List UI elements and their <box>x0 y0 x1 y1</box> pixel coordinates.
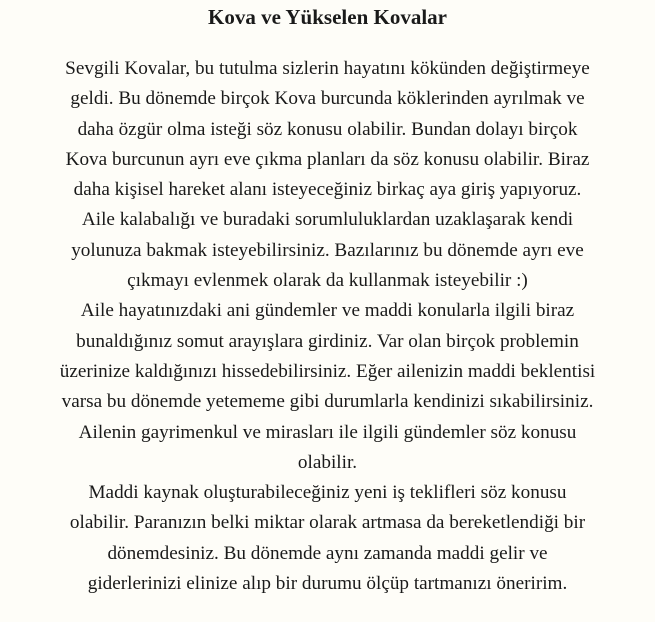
text-line: olabilir. <box>297 451 358 473</box>
text-line: varsa bu dönemde yetememe gibi durumlarla kendinizi sıkabilirsiniz. <box>61 391 594 413</box>
text-line: daha özgür olma isteği söz konusu olabilir. Bundan dolayı birçok <box>77 118 578 140</box>
text-line: Maddi kaynak oluşturabileceğiniz yeni iş teklifleri söz konusu <box>88 482 567 504</box>
text-line: giderlerinizi elinize alıp bir durumu ölçüp tartmanızı öneririm. <box>87 573 568 595</box>
document-body <box>8 54 647 599</box>
text-line: geldi. Bu dönemde birçok Kova burcunda köklerinden ayrılmak ve <box>70 88 585 110</box>
text-line: Kova burcunun ayrı eve çıkma planları da söz konusu olabilir. Biraz <box>65 148 590 170</box>
text-line: üzerinize kaldığınızı hissedebilirsiniz. Eğer ailenizin maddi beklentisi <box>59 360 596 382</box>
text-line: Aile hayatınızdaki ani gündemler ve maddi konularla ilgili biraz <box>80 300 575 322</box>
text-line: dönemdesiniz. Bu dönemde aynı zamanda maddi gelir ve <box>107 542 548 564</box>
text-line: Ailenin gayrimenkul ve mirasları ile ilgili gündemler söz konusu <box>78 421 577 443</box>
document-title: Kova ve Yükselen Kovalar <box>208 5 447 29</box>
text-line: çıkmayı evlenmek olarak da kullanmak isteyebilir :) <box>127 270 528 292</box>
text-line: Sevgili Kovalar, bu tutulma sizlerin hayatını kökünden değiştirmeye <box>65 58 590 79</box>
text-line: Aile kalabalığı ve buradaki sorumluluklardan uzaklaşarak kendi <box>81 209 574 231</box>
text-line: olabilir. Paranızın belki miktar olarak artmasa da bereketlendiği bir <box>69 512 586 534</box>
text-line: yolunuza bakmak isteyebilirsiniz. Bazılarınız bu dönemde ayrı eve <box>71 239 584 261</box>
text-line: daha kişisel hareket alanı isteyeceğiniz birkaç aya giriş yapıyoruz. <box>73 179 582 201</box>
text-line: bunaldığınız somut arayışlara girdiniz. Var olan birçok problemin <box>76 330 579 352</box>
